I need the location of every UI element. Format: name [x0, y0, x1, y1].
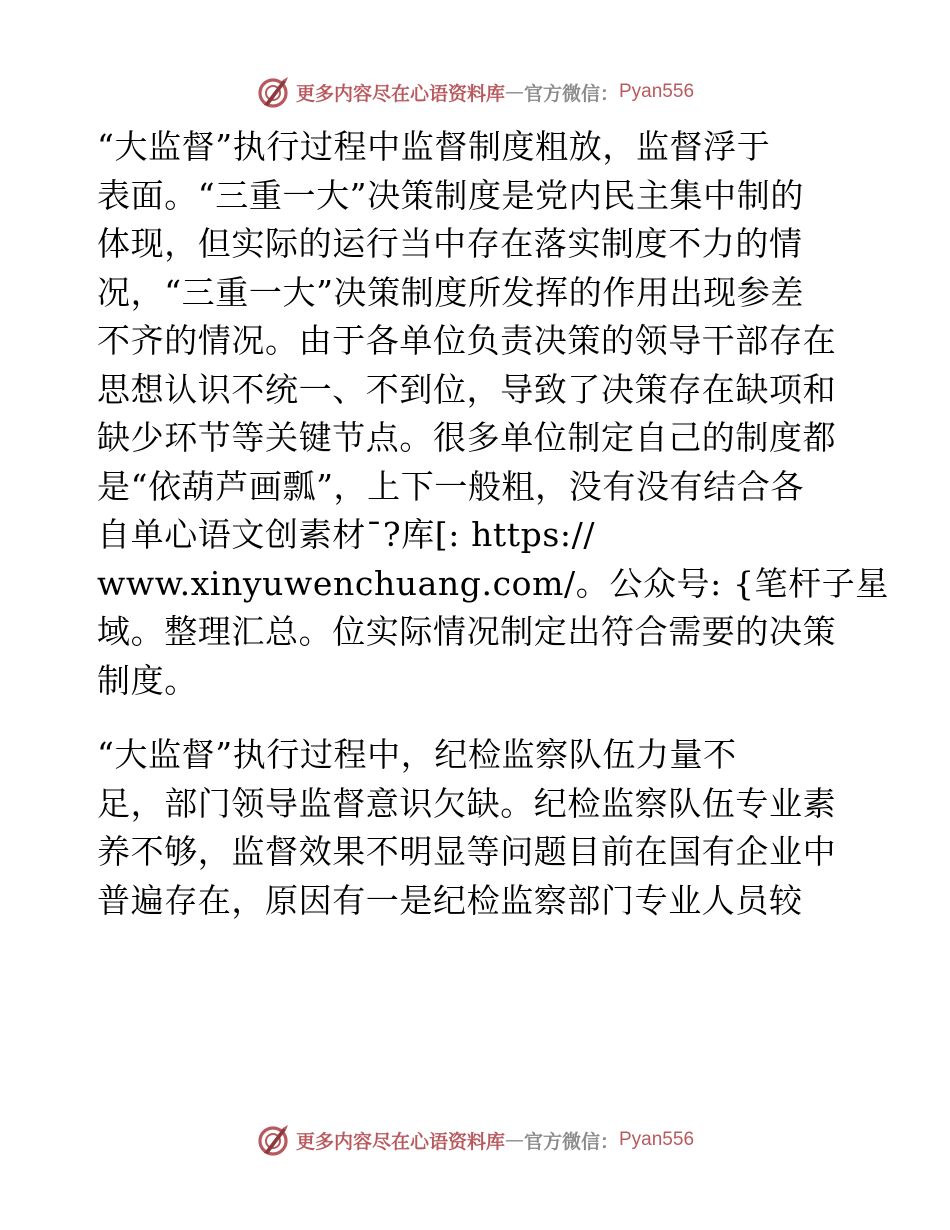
text-line: 是“依葫芦画瓢”，上下一般粗，没有没有结合各 [97, 466, 804, 506]
text-line: 思想认识不统一、不到位，导致了决策存在缺项和 [97, 369, 837, 409]
watermark-dash: — [504, 81, 524, 103]
text-line: 不齐的情况。由于各单位负责决策的领导干部存在 [97, 321, 837, 360]
footer-watermark [0, 1120, 950, 1160]
document-body [97, 123, 889, 925]
header-watermark [0, 72, 950, 112]
watermark-dash: — [504, 1129, 524, 1151]
text-line: 表面。“三重一大”决策制度是党内民主集中制的 [97, 175, 804, 215]
text-line: 缺少环节等关键节点。很多单位制定自己的制度都 [97, 418, 837, 457]
watermark-site: 更多内容尽在心语资料库 [295, 1130, 505, 1153]
watermark-wechat-label: 官方微信： [523, 1130, 619, 1153]
watermark-handle: Pyan556 [619, 81, 695, 102]
quill-logo-icon [256, 1123, 290, 1157]
text-line: 养不够，监督效果不明显等问题目前在国有企业中 [97, 832, 837, 871]
text-line: 普遍存在，原因有一是纪检监察部门专业人员较 [97, 880, 803, 920]
watermark-site: 更多内容尽在心语资料库 [295, 82, 505, 105]
paragraph-1 [97, 123, 889, 705]
watermark-text [296, 1127, 694, 1154]
paragraph-2 [97, 731, 857, 925]
text-line: “大监督”执行过程中，纪检监察队伍力量不 [97, 735, 737, 774]
text-line: “大监督”执行过程中监督制度粗放，监督浮于 [97, 127, 771, 166]
watermark-text [296, 79, 694, 106]
text-line: 体现，但实际的运行当中存在落实制度不力的情 [97, 224, 803, 263]
text-line: 自单心语文创素材¯?库[: https:// [97, 515, 596, 554]
quill-logo-icon [256, 75, 290, 109]
text-line: www.xinyuwenchuang.com/。公众号: {笔杆子星 [97, 563, 889, 603]
watermark-wechat-label: 官方微信： [523, 82, 619, 105]
text-line: 足，部门领导监督意识欠缺。纪检监察队伍专业素 [97, 783, 837, 823]
text-line: 况，“三重一大”决策制度所发挥的作用出现参差 [97, 272, 804, 312]
text-line: 制度。 [97, 660, 198, 700]
watermark-handle: Pyan556 [619, 1129, 695, 1150]
text-line: 域。整理汇总。位实际情况制定出符合需要的决策 [97, 612, 837, 651]
